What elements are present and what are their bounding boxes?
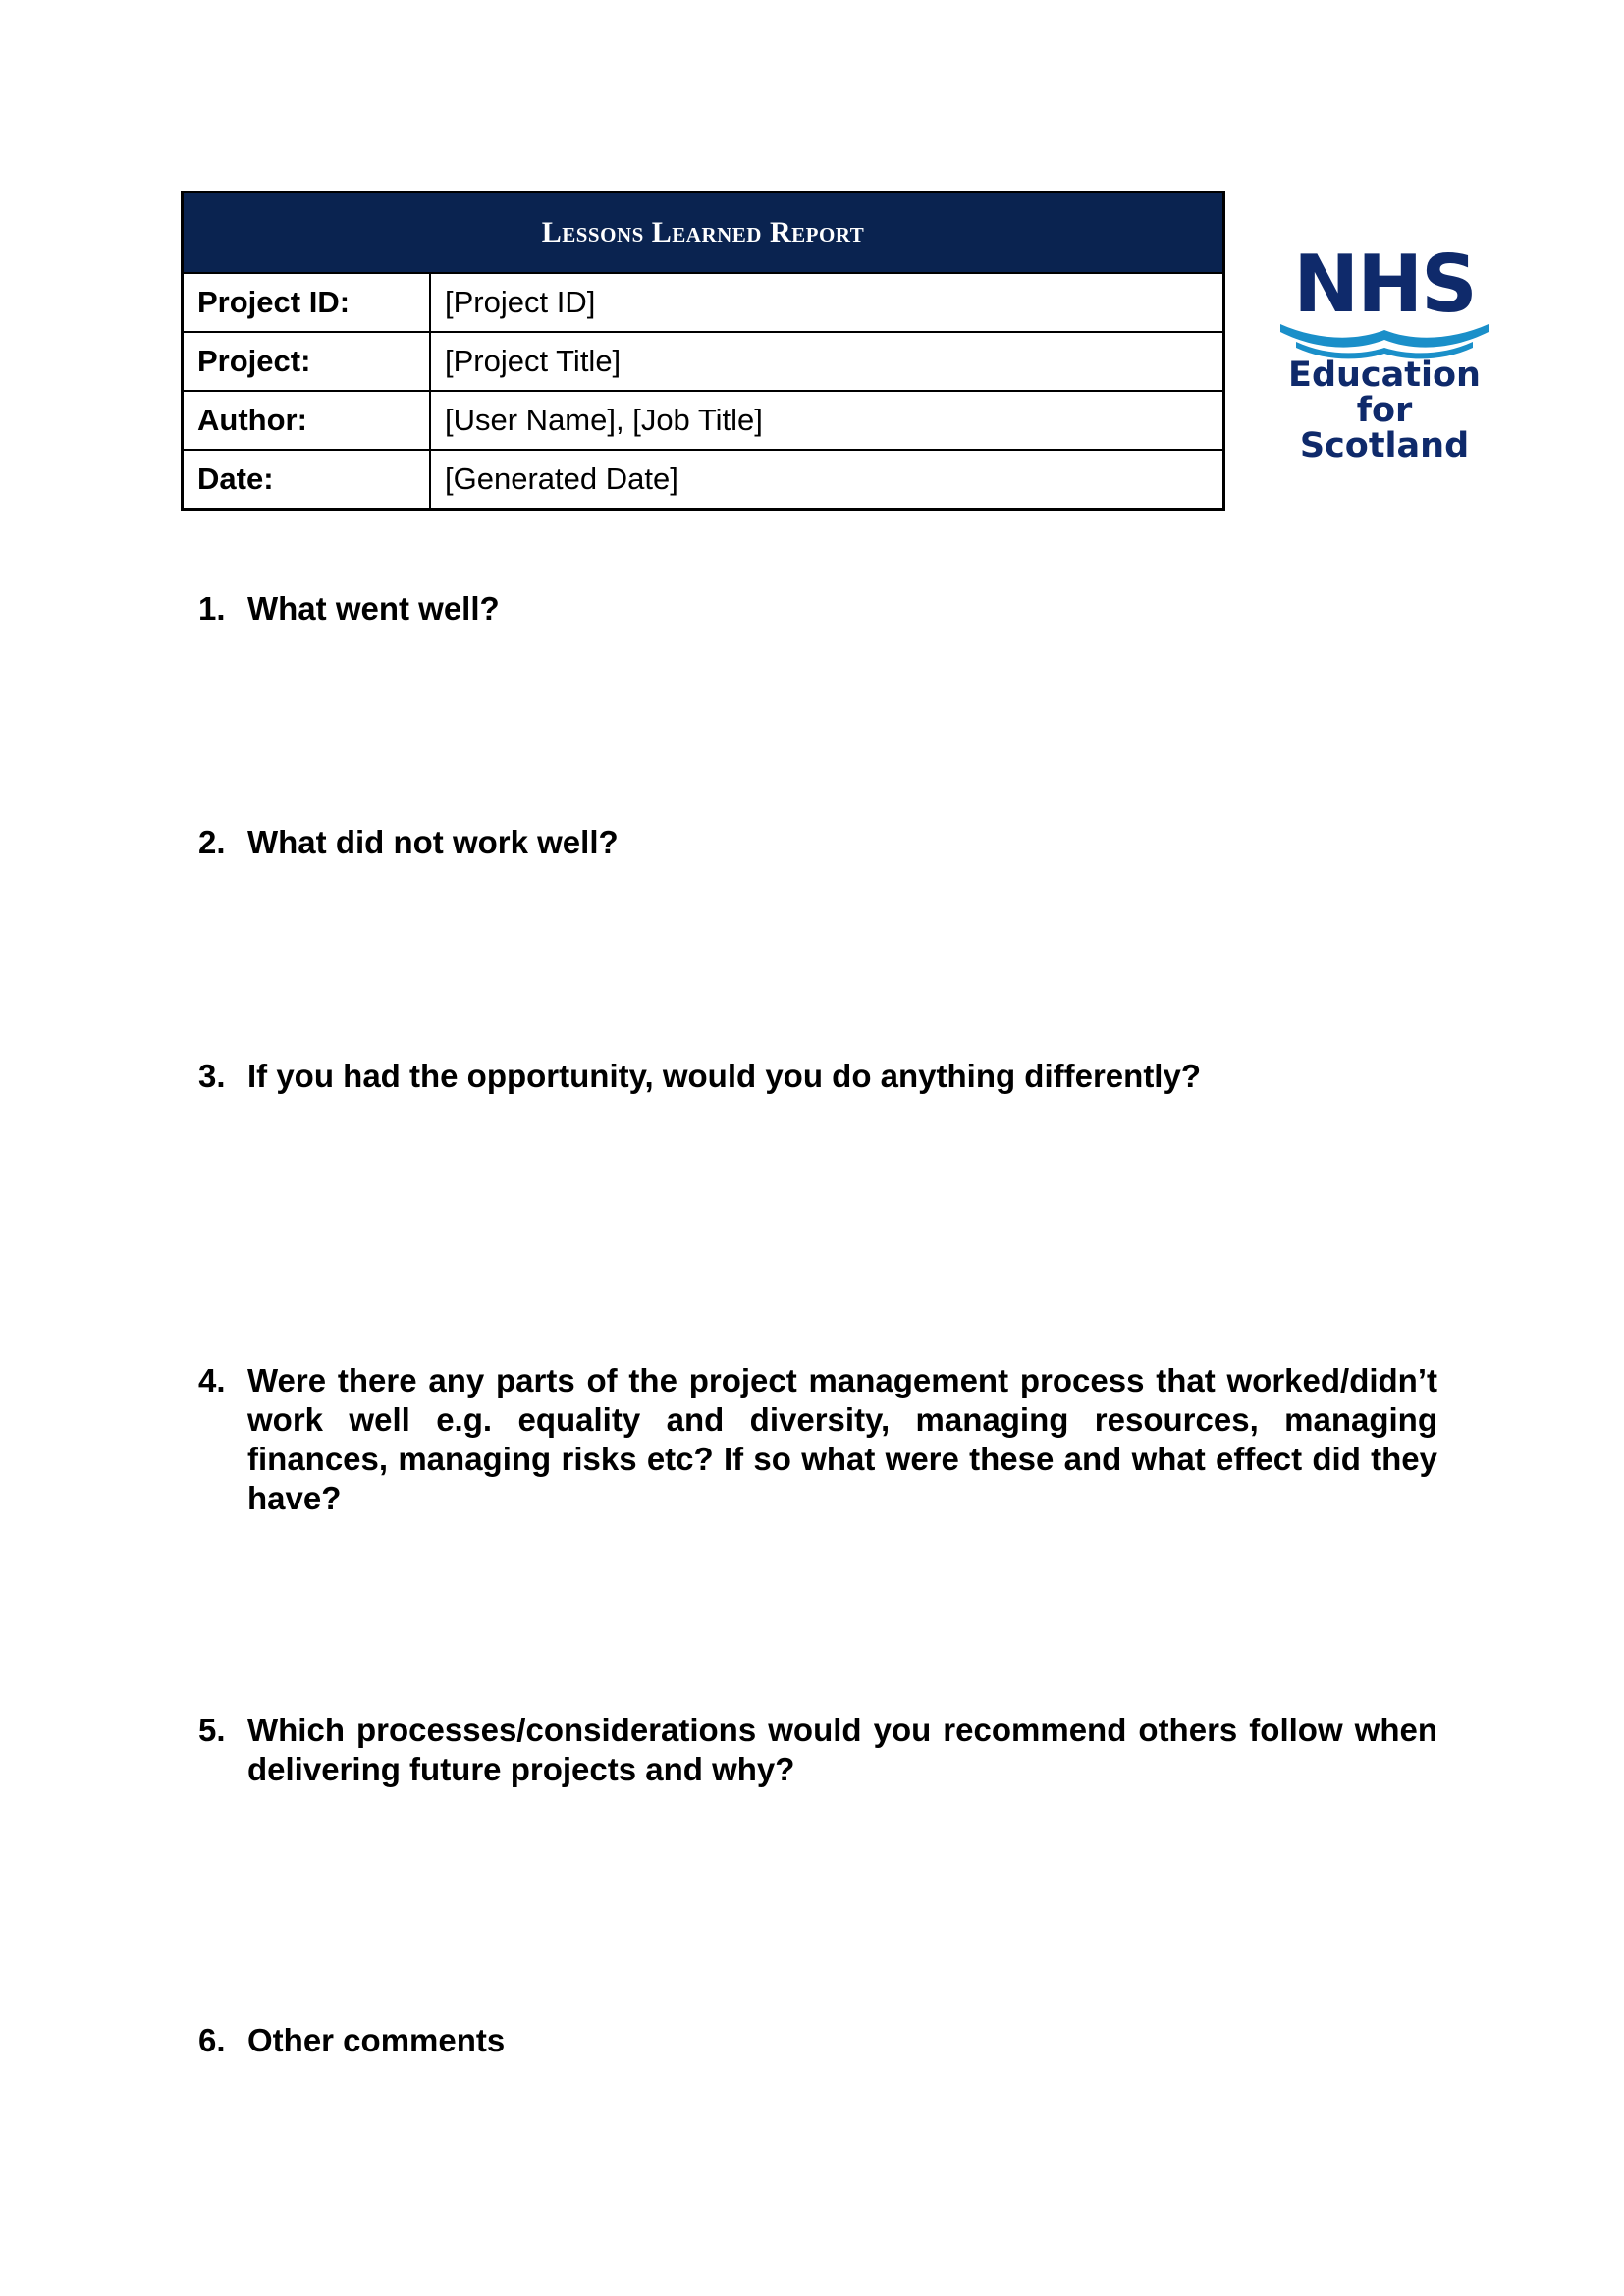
- question-number: 5.: [198, 1712, 226, 1748]
- nhs-education-scotland-logo: [1276, 239, 1492, 481]
- author-value: [User Name], [Job Title]: [430, 391, 1224, 450]
- logo-nhs-text: NHS: [1293, 239, 1476, 330]
- question-number: 4.: [198, 1362, 226, 1398]
- question-3: [198, 1057, 1437, 1096]
- logo-for-text: for: [1356, 391, 1413, 430]
- project-label: Project:: [183, 332, 431, 391]
- table-row: [183, 332, 1224, 391]
- question-6: [198, 2021, 1437, 2060]
- question-number: 6.: [198, 2022, 226, 2058]
- project-id-value: [Project ID]: [430, 273, 1224, 332]
- author-label: Author:: [183, 391, 431, 450]
- question-1: [198, 589, 1437, 629]
- question-5: [198, 1711, 1437, 1789]
- report-header-table: [181, 191, 1225, 511]
- question-text: What went well?: [247, 590, 500, 627]
- question-number: 3.: [198, 1058, 226, 1094]
- date-value: [Generated Date]: [430, 450, 1224, 510]
- table-row: [183, 450, 1224, 510]
- logo-scotland-text: Scotland: [1299, 426, 1470, 465]
- title-row: [183, 192, 1224, 274]
- question-2: [198, 823, 1437, 862]
- question-4: [198, 1361, 1437, 1518]
- question-number: 1.: [198, 590, 226, 627]
- project-value: [Project Title]: [430, 332, 1224, 391]
- project-id-label: Project ID:: [183, 273, 431, 332]
- report-title: Lessons Learned Report: [183, 192, 1224, 274]
- question-text: Other comments: [247, 2022, 506, 2058]
- table-row: [183, 391, 1224, 450]
- table-row: [183, 273, 1224, 332]
- question-text: What did not work well?: [247, 824, 619, 860]
- question-text: Were there any parts of the project management process that worked/didn’t work well e.g. equality and diversity, managing resources, managing finances, managing risks etc? If so what were these and what effect did they have?: [247, 1362, 1437, 1516]
- date-label: Date:: [183, 450, 431, 510]
- question-text: Which processes/considerations would you recommend others follow when delivering future projects and why?: [247, 1712, 1437, 1787]
- question-text: If you had the opportunity, would you do anything differently?: [247, 1058, 1201, 1094]
- question-number: 2.: [198, 824, 226, 860]
- logo-education-text: Education: [1288, 355, 1481, 395]
